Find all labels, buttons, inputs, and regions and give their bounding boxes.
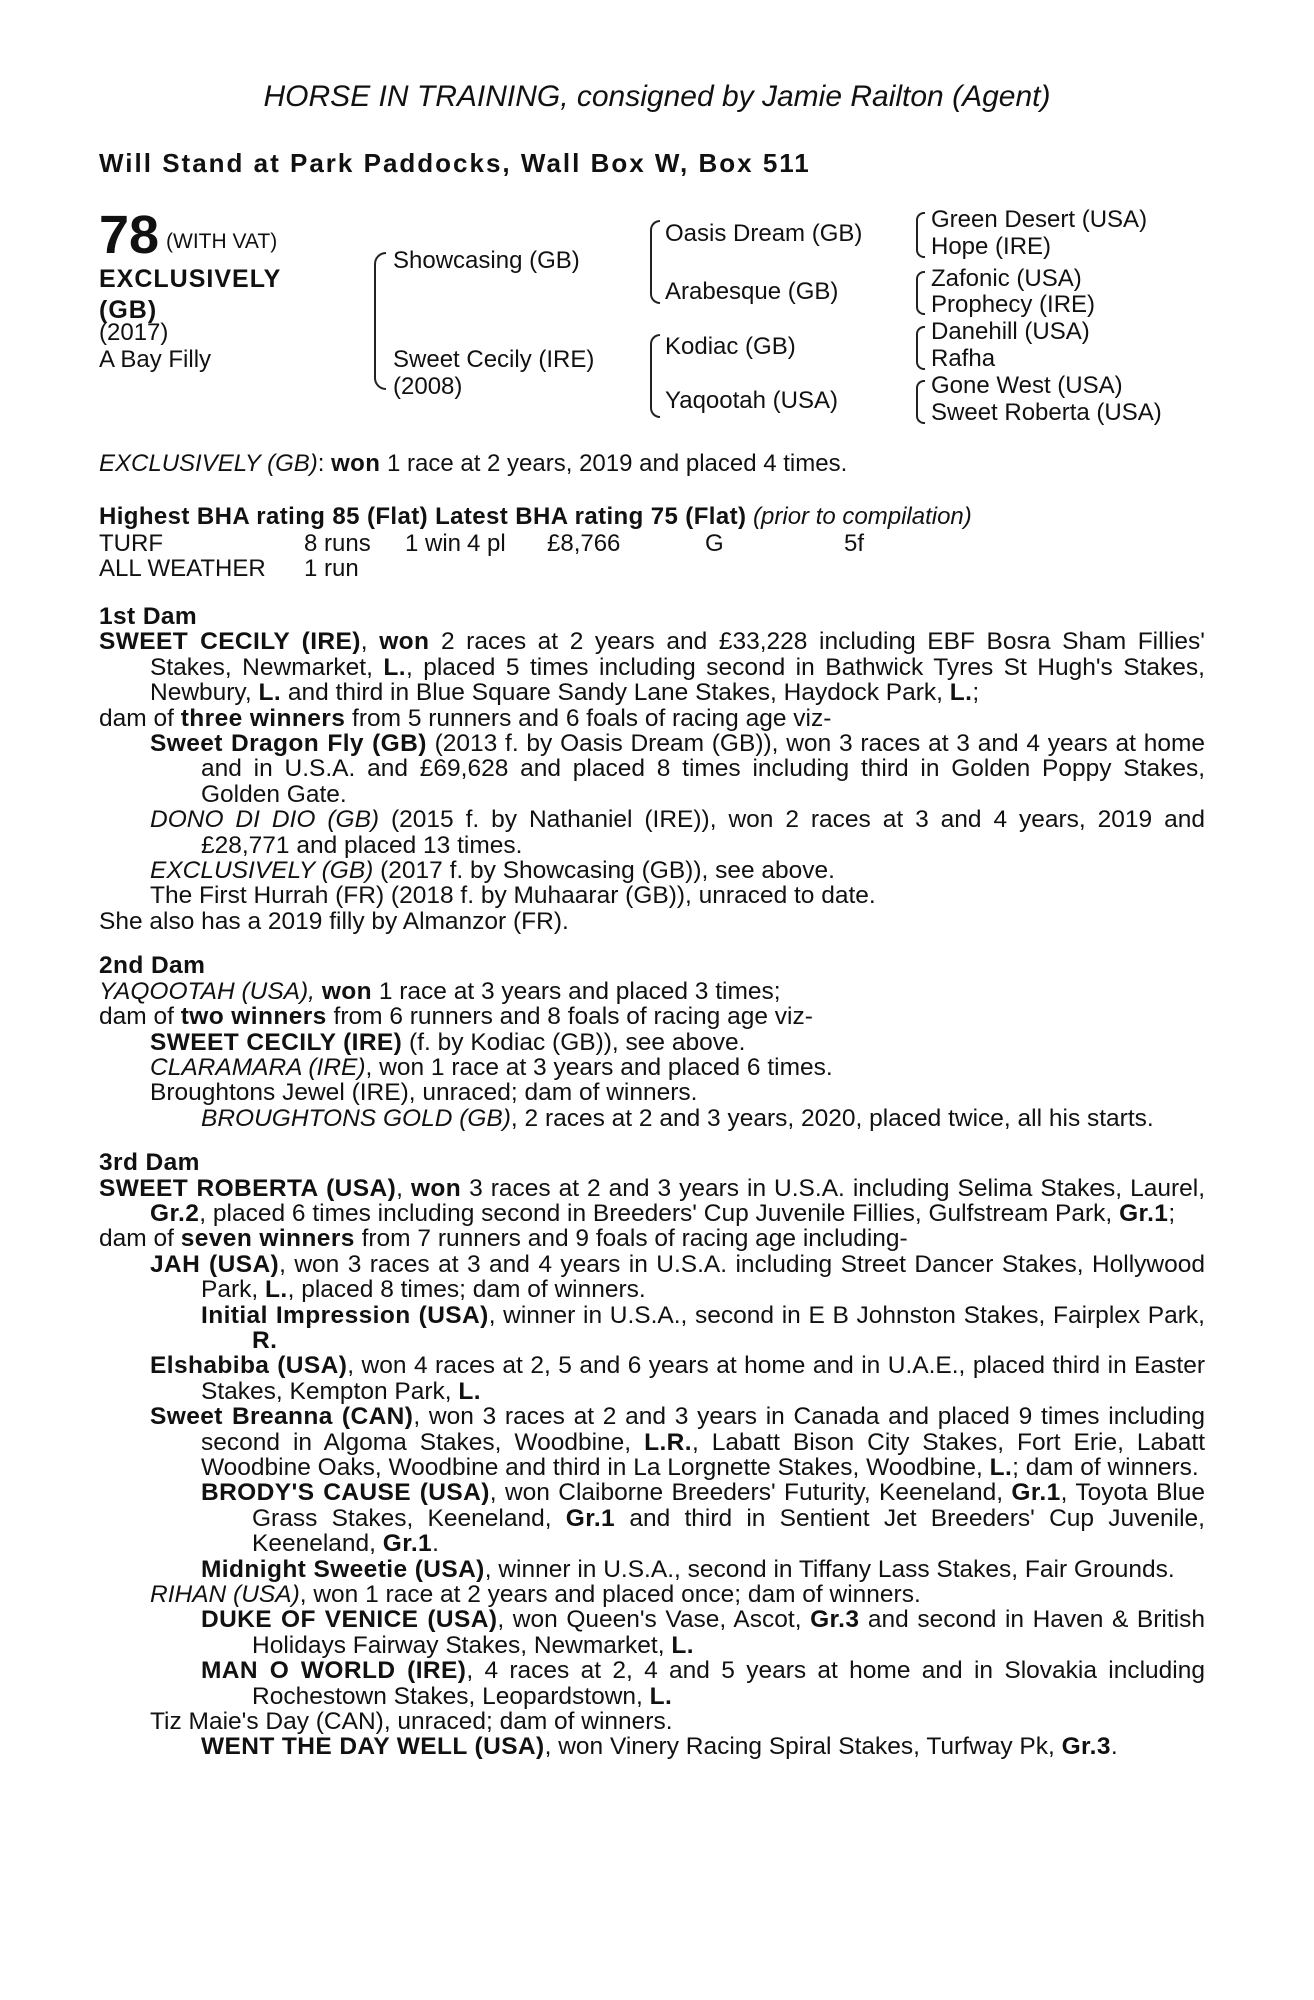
dam-year: (2008) bbox=[393, 373, 463, 400]
aw-runs: 1 run bbox=[304, 555, 359, 582]
listed-mark: L. bbox=[671, 1631, 694, 1659]
progeny-text: , won 4 races at 2, 5 and 6 years at home and in U.A.E., placed third in Easter Stakes, Kempton Park, bbox=[201, 1352, 1205, 1405]
progeny-text: (f. by Kodiac (GB)), see above. bbox=[402, 1028, 746, 1056]
turf-label: TURF bbox=[99, 530, 163, 557]
progeny-name: BROUGHTONS GOLD (GB) bbox=[201, 1104, 511, 1132]
grand-progeny-entry bbox=[99, 1106, 1205, 1131]
horse-name-line1: EXCLUSIVELY bbox=[99, 265, 282, 293]
progeny-text: , 4 races at 2, 4 and 5 years at home and in Slovakia including Rochestown Stakes, Leopardstown, bbox=[252, 1657, 1206, 1710]
gen3-1: Green Desert (USA) bbox=[931, 206, 1148, 233]
foaling-year: (2017) bbox=[99, 319, 169, 346]
progeny-text: , won Claiborne Breeders' Futurity, Keeneland, bbox=[489, 1479, 1012, 1507]
listed-mark: L. bbox=[265, 1276, 288, 1304]
winners-count: two winners bbox=[180, 1003, 327, 1031]
dam-sire: Kodiac (GB) bbox=[665, 333, 796, 360]
progeny-name: RIHAN (USA) bbox=[150, 1581, 300, 1609]
group-mark: Gr.3 bbox=[810, 1606, 860, 1634]
gen3-6: Rafha bbox=[931, 345, 996, 372]
progeny-text: and third in Sentient Jet Breeders' Cup Juvenile, Keeneland, bbox=[252, 1504, 1205, 1558]
third-dam-heading: 3rd Dam bbox=[99, 1149, 200, 1177]
progeny-entry bbox=[99, 1582, 1205, 1607]
winners-count: three winners bbox=[180, 704, 346, 732]
first-dam-won: won bbox=[379, 628, 430, 656]
progeny-name: EXCLUSIVELY (GB) bbox=[150, 857, 374, 885]
progeny-name: CLARAMARA (IRE) bbox=[150, 1053, 366, 1081]
progeny-text: , Labatt Bison City Stakes, Fort Erie, Labatt Woodbine Oaks, Woodbine and third in La Lorgnette Stakes, Woodbine, bbox=[201, 1428, 1205, 1481]
turf-placed: 4 pl bbox=[467, 530, 506, 557]
progeny-name: MAN O WORLD (IRE) bbox=[201, 1657, 467, 1685]
pedigree-bracket-6 bbox=[916, 326, 925, 370]
horse-name bbox=[99, 264, 319, 326]
group-mark: Gr.1 bbox=[1119, 1199, 1169, 1227]
progeny-text: , Toyota Blue Grass Stakes, Keeneland, bbox=[252, 1479, 1205, 1532]
grand-progeny-entry bbox=[99, 1658, 1205, 1709]
second-dam-name: YAQOOTAH (USA), bbox=[99, 977, 315, 1005]
dam-of-label: dam of bbox=[99, 1225, 181, 1253]
horse-name-line2: (GB) bbox=[99, 296, 158, 324]
progeny-text: and second in Haven & British Holidays Fairway Stakes, Newmarket, bbox=[252, 1606, 1205, 1659]
dam-of-label: dam of bbox=[99, 704, 181, 732]
listed-mark: L. bbox=[458, 1377, 481, 1405]
second-dam-heading: 2nd Dam bbox=[99, 952, 206, 980]
progeny-entry bbox=[99, 731, 1205, 807]
third-dam-won: won bbox=[410, 1174, 462, 1202]
stabling-info: Will Stand at Park Paddocks, Wall Box W, Box 511 bbox=[99, 148, 811, 178]
listed-mark: L. bbox=[383, 653, 406, 681]
pedigree-bracket-7 bbox=[916, 380, 925, 424]
third-dam-text-1: 3 races at 2 and 3 years in U.S.A. including Selima Stakes, Laurel, bbox=[461, 1174, 1206, 1202]
second-dam-won: won bbox=[321, 977, 373, 1005]
third-dam-entry: SWEET ROBERTA (USA), won 3 races at 2 and 3 years in U.S.A. including Selima Stakes, Laurel, Gr.2, placed 6 times including second in Breeders' Cup Juvenile Fillies, Gulfstream Park, Gr.1; bbox=[99, 1174, 1206, 1227]
progeny-text: (2017 f. by Showcasing (GB)), see above. bbox=[373, 857, 835, 885]
progeny-entry: Tiz Maie's Day (CAN), unraced; dam of winners. bbox=[150, 1708, 673, 1736]
second-dam-text: 1 race at 3 years and placed 3 times; bbox=[372, 977, 781, 1005]
progeny-name: WENT THE DAY WELL (USA) bbox=[201, 1733, 545, 1761]
progeny-name: DONO DI DIO (GB) bbox=[150, 806, 380, 834]
progeny-text: (2013 f. by Oasis Dream (GB)), won 3 races at 3 and 4 years at home and in U.S.A. and £69,628 and placed 8 times including third in Golden Poppy Stakes, Golden Gate. bbox=[201, 730, 1205, 808]
grand-progeny-entry bbox=[99, 1557, 1205, 1582]
group-mark: Gr.1 bbox=[565, 1504, 616, 1532]
progeny-text: , winner in U.S.A., second in E B Johnston Stakes, Fairplex Park, bbox=[488, 1301, 1205, 1329]
rating-note: (prior to compilation) bbox=[753, 503, 972, 530]
gen3-5: Danehill (USA) bbox=[931, 318, 1090, 345]
progeny-text: , winner in U.S.A., second in Tiffany Lass Stakes, Fair Grounds. bbox=[484, 1555, 1175, 1583]
sire: Showcasing (GB) bbox=[393, 247, 580, 274]
first-dam-produce-summary bbox=[99, 706, 1205, 731]
progeny-text: , won 3 races at 3 and 4 years in U.S.A. including Street Dancer Stakes, Hollywood Park, bbox=[201, 1250, 1205, 1304]
listed-mark: L. bbox=[649, 1682, 673, 1710]
progeny-entry bbox=[99, 1030, 1205, 1055]
listed-mark: L. bbox=[258, 679, 282, 707]
gen3-4: Prophecy (IRE) bbox=[931, 291, 1096, 318]
first-dam-text-2: , placed 5 times including second in Bathwick Tyres St Hugh's Stakes, Newbury, bbox=[150, 653, 1205, 707]
pedigree-bracket-1 bbox=[374, 252, 386, 390]
gen3-3: Zafonic (USA) bbox=[931, 265, 1082, 292]
group-mark: Gr.3 bbox=[1061, 1733, 1111, 1761]
race-summary: EXCLUSIVELY (GB): won 1 race at 2 years, 2019 and placed 4 times. bbox=[99, 450, 848, 477]
group-mark: Gr.1 bbox=[382, 1530, 433, 1558]
grand-progeny-entry bbox=[99, 1734, 1205, 1759]
sire-sire: Oasis Dream (GB) bbox=[665, 220, 863, 247]
progeny-name: Initial Impression (USA) bbox=[201, 1301, 489, 1329]
closing-period: . bbox=[1110, 1733, 1118, 1761]
progeny-name: BRODY'S CAUSE (USA) bbox=[201, 1479, 490, 1507]
runners-text: from 6 runners and 8 foals of racing age viz- bbox=[326, 1003, 813, 1031]
third-dam-text-3: ; bbox=[1168, 1199, 1176, 1227]
consignor-header: HORSE IN TRAINING, consigned by Jamie Railton (Agent) bbox=[263, 80, 1051, 113]
first-dam-text-1: 2 races at 2 years and £33,228 including EBF Bosra Sham Fillies' Stakes, Newmarket, bbox=[150, 628, 1205, 681]
progeny-entry bbox=[99, 1353, 1205, 1404]
aw-label: ALL WEATHER bbox=[99, 555, 266, 582]
first-dam-heading: 1st Dam bbox=[99, 603, 198, 630]
horse-description: A Bay Filly bbox=[99, 346, 212, 373]
yearling-note: She also has a 2019 filly by Almanzor (FR). bbox=[99, 907, 569, 935]
summary-won: won bbox=[331, 450, 381, 477]
progeny-entry bbox=[99, 1252, 1205, 1303]
third-dam-produce-summary bbox=[99, 1226, 1205, 1251]
gen3-8: Sweet Roberta (USA) bbox=[931, 399, 1162, 426]
progeny-text: ; dam of winners. bbox=[1012, 1454, 1199, 1481]
second-dam-produce-summary bbox=[99, 1004, 1205, 1029]
pedigree-bracket-4 bbox=[916, 212, 925, 258]
progeny-text: , won 1 race at 2 years and placed once; dam of winners. bbox=[299, 1581, 921, 1609]
progeny-entry: Broughtons Jewel (IRE), unraced; dam of winners. bbox=[150, 1079, 698, 1107]
rating-bold: Highest BHA rating 85 (Flat) Latest BHA rating 75 (Flat) bbox=[99, 503, 747, 530]
progeny-text: , won 3 races at 2 and 3 years in Canada and placed 9 times including second in Algoma Stakes, Woodbine, bbox=[201, 1403, 1205, 1456]
dam-dam: Yaqootah (USA) bbox=[665, 387, 838, 414]
bha-rating bbox=[99, 503, 972, 531]
summary-horse-name: EXCLUSIVELY (GB) bbox=[99, 450, 318, 477]
progeny-text: (2015 f. by Nathaniel (IRE)), won 2 races at 3 and 4 years, 2019 and £28,771 and placed 13 times. bbox=[201, 806, 1205, 859]
pedigree-bracket-5 bbox=[916, 271, 925, 315]
progeny-name: Sweet Dragon Fly (GB) bbox=[150, 730, 427, 758]
turf-going: G bbox=[705, 530, 724, 557]
progeny-entry: The First Hurrah (FR) (2018 f. by Muhaarar (GB)), unraced to date. bbox=[150, 882, 876, 910]
progeny-text: , placed 8 times; dam of winners. bbox=[287, 1276, 646, 1304]
pedigree-bracket-2 bbox=[650, 220, 660, 304]
progeny-name: DUKE OF VENICE (USA) bbox=[201, 1606, 498, 1634]
progeny-text: , 2 races at 2 and 3 years, 2020, placed twice, all his starts. bbox=[510, 1104, 1154, 1132]
grand-progeny-entry: BRODY'S CAUSE (USA), won Claiborne Breeders' Futurity, Keeneland, Gr.1, Toyota Blue Grass Stakes, Keeneland, Gr.1 and third in Sentient Jet Breeders' Cup Juvenile, Keeneland, Gr.1. bbox=[201, 1479, 1205, 1558]
turf-distance: 5f bbox=[844, 530, 865, 557]
progeny-name: Sweet Breanna (CAN) bbox=[150, 1403, 414, 1431]
turf-runs: 8 runs bbox=[304, 530, 371, 557]
winners-count: seven winners bbox=[180, 1225, 355, 1253]
turf-wins: 1 win bbox=[405, 530, 462, 557]
gen3-2: Hope (IRE) bbox=[931, 233, 1052, 260]
sire-dam: Arabesque (GB) bbox=[665, 278, 839, 305]
third-dam-name: SWEET ROBERTA (USA) bbox=[99, 1174, 397, 1202]
first-dam-name: SWEET CECILY (IRE) bbox=[99, 628, 361, 656]
group-mark: Gr.2 bbox=[150, 1199, 200, 1227]
progeny-entry bbox=[99, 858, 1205, 883]
dam: Sweet Cecily (IRE) bbox=[393, 346, 595, 373]
group-mark: Gr.1 bbox=[1011, 1479, 1061, 1507]
grand-progeny-entry bbox=[99, 1607, 1205, 1658]
lot-number: 78 bbox=[99, 205, 160, 265]
progeny-name: Elshabiba (USA) bbox=[150, 1352, 348, 1380]
progeny-text: , won 1 race at 3 years and placed 6 times. bbox=[365, 1053, 833, 1081]
progeny-name: JAH (USA) bbox=[150, 1250, 280, 1278]
progeny-name: Midnight Sweetie (USA) bbox=[201, 1555, 485, 1583]
pedigree-notes bbox=[99, 604, 1205, 1760]
first-dam-entry: SWEET CECILY (IRE), won 2 races at 2 years and £33,228 including EBF Bosra Sham Fillies' Stakes, Newmarket, L., placed 5 times including second in Bathwick Tyres St Hugh's Stakes, Newbury, L. and third in Blue Square Sandy Lane Stakes, Haydock Park, L.; bbox=[99, 628, 1205, 707]
first-dam-text-3: and third in Blue Square Sandy Lane Stakes, Haydock Park, bbox=[281, 679, 950, 707]
listed-mark: L. bbox=[989, 1454, 1013, 1481]
third-dam-text-2: , placed 6 times including second in Breeders' Cup Juvenile Fillies, Gulfstream Park, bbox=[199, 1199, 1120, 1227]
restricted-mark: R. bbox=[252, 1326, 278, 1354]
progeny-text: , won Queen's Vase, Ascot, bbox=[497, 1606, 811, 1634]
runners-text: from 5 runners and 6 foals of racing age viz- bbox=[345, 704, 832, 732]
progeny-entry bbox=[99, 1404, 1205, 1480]
runners-text: from 7 runners and 9 foals of racing age including- bbox=[354, 1225, 908, 1253]
grand-progeny-entry bbox=[99, 1303, 1205, 1354]
listed-mark: L. bbox=[949, 679, 973, 707]
progeny-entry bbox=[99, 1055, 1205, 1080]
dam-of-label: dam of bbox=[99, 1003, 181, 1031]
summary-text: 1 race at 2 years, 2019 and placed 4 times. bbox=[380, 450, 848, 477]
pedigree-bracket-3 bbox=[650, 334, 660, 418]
progeny-entry bbox=[99, 807, 1205, 858]
first-dam-text-4: ; bbox=[972, 679, 980, 707]
progeny-name: SWEET CECILY (IRE) bbox=[150, 1028, 403, 1056]
listed-restricted-mark: L.R. bbox=[644, 1428, 692, 1456]
second-dam-entry bbox=[99, 979, 1205, 1004]
progeny-text: , won Vinery Racing Spiral Stakes, Turfway Pk, bbox=[544, 1733, 1062, 1761]
gen3-7: Gone West (USA) bbox=[931, 372, 1123, 399]
vat-note: (WITH VAT) bbox=[166, 230, 278, 253]
turf-earnings: £8,766 bbox=[547, 530, 621, 557]
